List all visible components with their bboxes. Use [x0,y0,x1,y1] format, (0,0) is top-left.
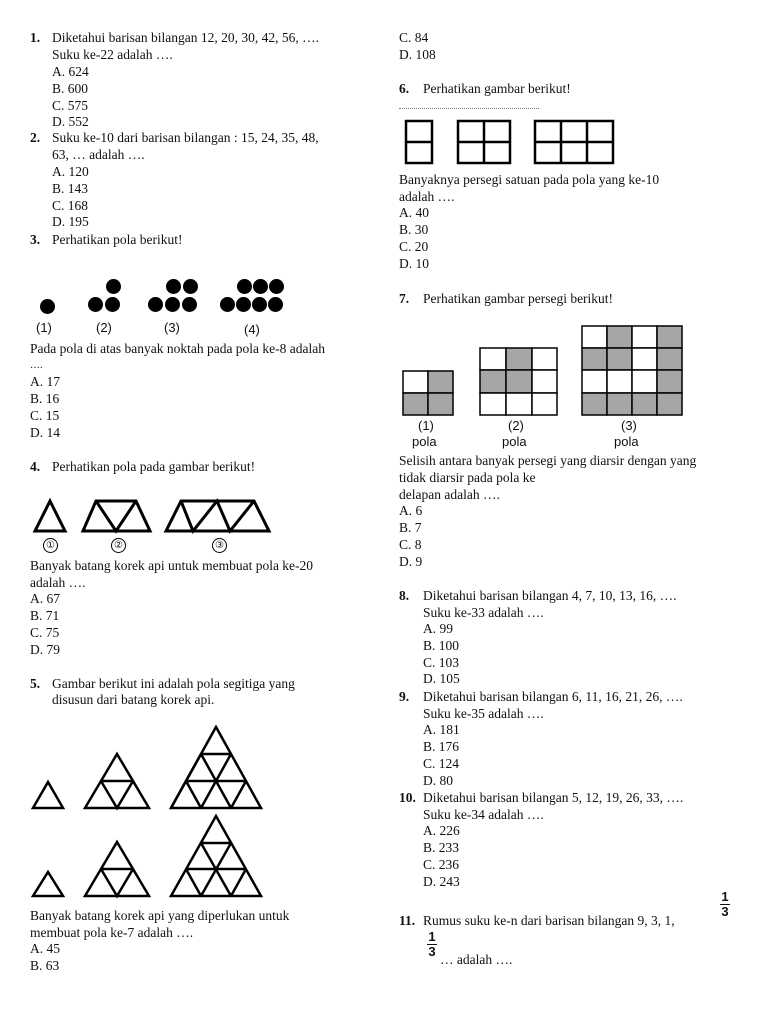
q7-option-d: D. 9 [399,554,423,569]
q1-option-c: C. 575 [52,98,89,113]
q10-line2: Suku ke-34 adalah …. [423,807,544,822]
q6-option-b: B. 30 [399,222,429,237]
q2-option-a: A. 120 [52,164,89,179]
q11-line1: 11. Rumus suku ke-n dari barisan bilangan 9, 3, 1, [399,913,675,928]
q7-label-2: (2) [508,418,524,433]
q2-option-d: D. 195 [52,214,89,229]
q7-heading: 7. Perhatikan gambar persegi berikut! [399,291,614,306]
q10-option-a: A. 226 [423,823,460,838]
q4-line2: adalah …. [30,575,86,590]
q2-option-b: B. 143 [52,181,89,196]
q1-line2: Suku ke-22 adalah …. [52,47,173,62]
q3-option-c: C. 15 [30,408,60,423]
q1-option-d: D. 552 [52,114,89,129]
q9-option-c: C. 124 [423,756,460,771]
q7-pola-1: pola [412,434,437,449]
q1-option-b: B. 600 [52,81,89,96]
q6-option-a: A. 40 [399,205,429,220]
q4-heading: 4. Perhatikan pola pada gambar berikut! [30,459,256,474]
q3-label-2: (2) [96,320,112,335]
q8-line1: 8. Diketahui barisan bilangan 4, 7, 10, 13, 16, …. [399,588,677,603]
q8-option-b: B. 100 [423,638,460,653]
q3-option-b: B. 16 [30,391,60,406]
scan-artifact-line [399,108,539,111]
q10-option-b: B. 233 [423,840,460,855]
q9-line1: 9. Diketahui barisan bilangan 6, 11, 16, 21, 26, …. [399,689,683,704]
q7-label-3: (3) [621,418,637,433]
q3-dot-pattern [30,270,360,340]
q3-ellipsis: …. [30,360,43,371]
q3-option-a: A. 17 [30,374,60,389]
q5-triangle-pattern [28,722,273,902]
dot [148,297,163,312]
dot [253,279,268,294]
q5-option-a: A. 45 [30,941,60,956]
q7-shaded-square-pattern [401,324,686,419]
q8-option-d: D. 105 [423,671,460,686]
q2-line1: 2. Suku ke-10 dari barisan bilangan : 15, 24, 35, 48, [30,130,319,145]
q4-option-a: A. 67 [30,591,60,606]
q10-option-c: C. 236 [423,857,460,872]
q3-question: Pada pola di atas banyak noktah pada pola ke-8 adalah [30,341,326,356]
dot [252,297,267,312]
q8-option-a: A. 99 [423,621,453,636]
dot [88,297,103,312]
q4-option-c: C. 75 [30,625,60,640]
q10-line1: 10. Diketahui barisan bilangan 5, 12, 19, 26, 33, …. [399,790,684,805]
q5-line2: disusun dari batang korek api. [52,692,215,707]
q7-option-a: A. 6 [399,503,423,518]
dot [165,297,180,312]
q10-option-d: D. 243 [423,874,460,889]
dot [237,279,252,294]
q6-heading: 6. Perhatikan gambar berikut! [399,81,571,96]
q3-heading: 3. Perhatikan pola berikut! [30,232,183,247]
q4-label-2: ② [111,538,126,553]
q4-line1: Banyak batang korek api untuk membuat pola ke-20 [30,558,314,573]
q6-option-d: D. 10 [399,256,429,271]
dot [40,299,55,314]
q7-option-c: C. 8 [399,537,422,552]
q5-question-line1: Banyak batang korek api yang diperlukan untuk [30,908,290,923]
dot [106,279,121,294]
dot [183,279,198,294]
q4-option-d: D. 79 [30,642,60,657]
q8-option-c: C. 103 [423,655,460,670]
q5-option-b: B. 63 [30,958,60,973]
q11-fraction-top: 1 3 [721,889,729,919]
prev-option-d: D. 108 [399,47,436,62]
q6-line1: Banyaknya persegi satuan pada pola yang ke-10 [399,172,660,187]
dot [236,297,251,312]
q9-option-d: D. 80 [423,773,453,788]
q1-option-a: A. 624 [52,64,89,79]
dot [268,297,283,312]
q7-pola-3: pola [614,434,639,449]
q7-option-b: B. 7 [399,520,422,535]
q6-square-pattern [403,118,618,168]
prev-option-c: C. 84 [399,30,429,45]
q3-label-1: (1) [36,320,52,335]
q3-option-d: D. 14 [30,425,60,440]
q7-label-1: (1) [418,418,434,433]
q7-line3: delapan adalah …. [399,487,500,502]
q7-line1: Selisih antara banyak persegi yang diarsir dengan yang [399,453,697,468]
q11-tail: … adalah …. [440,952,513,967]
q5-question-line2: membuat pola ke-7 adalah …. [30,925,194,940]
q7-line2: tidak diarsir pada pola ke [399,470,536,485]
q3-label-4: (4) [244,322,260,337]
dot [105,297,120,312]
dot [166,279,181,294]
q9-option-b: B. 176 [423,739,460,754]
q2-line2: 63, … adalah …. [52,147,145,162]
q9-option-a: A. 181 [423,722,460,737]
q4-label-1: ① [43,538,58,553]
q4-option-b: B. 71 [30,608,60,623]
q1-line1: 1. Diketahui barisan bilangan 12, 20, 30, 42, 56, …. [30,30,319,45]
q5-line1: 5. Gambar berikut ini adalah pola segitiga yang [30,676,295,691]
dot [220,297,235,312]
q3-label-3: (3) [164,320,180,335]
q8-line2: Suku ke-33 adalah …. [423,605,544,620]
q2-option-c: C. 168 [52,198,89,213]
q4-label-3: ③ [212,538,227,553]
q11-fraction-bottom: 1 3 [428,929,436,959]
q9-line2: Suku ke-35 adalah …. [423,706,544,721]
dot [182,297,197,312]
q6-option-c: C. 20 [399,239,429,254]
q6-line2: adalah …. [399,189,455,204]
q7-pola-2: pola [502,434,527,449]
q4-matchstick-pattern [30,496,280,536]
dot [269,279,284,294]
